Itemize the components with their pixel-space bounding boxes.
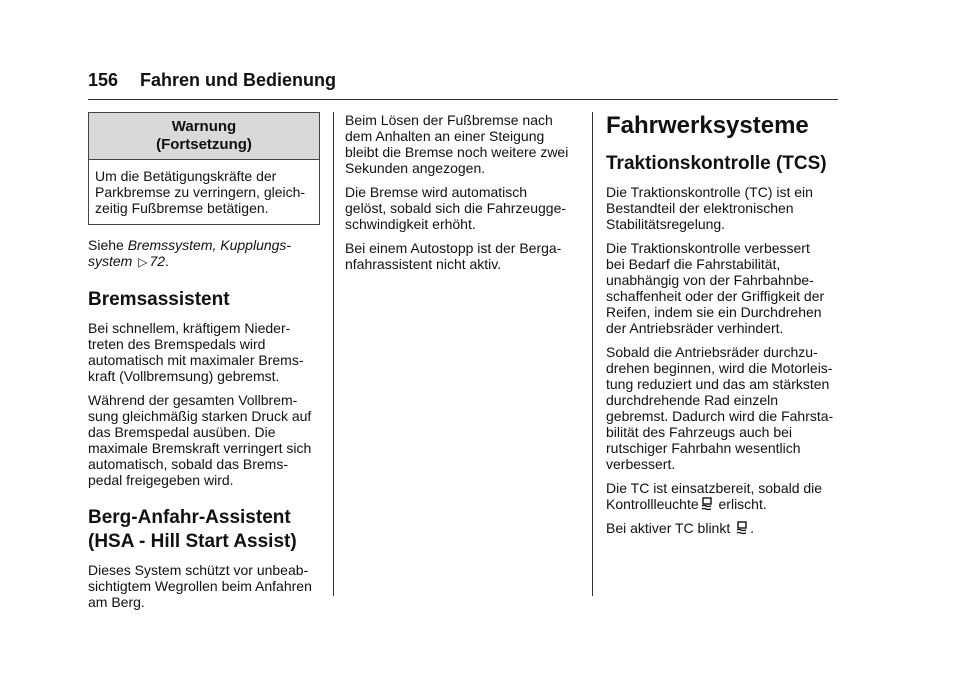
- tc-active-text: Bei aktiver TC blinkt: [606, 520, 731, 536]
- paragraph: Dieses System schützt vor unbeab- sichtigtem Wegrollen beim Anfahren am Berg.: [88, 562, 312, 610]
- see-prefix: Siehe: [88, 237, 128, 253]
- column-3: [606, 112, 842, 544]
- page-header: [88, 70, 336, 91]
- warning-box: [88, 112, 320, 225]
- column-1: [88, 112, 324, 618]
- tc-ready-text: Die TC ist einsatzbereit, sobald die Kontrollleuchte: [606, 480, 823, 512]
- page-arrow-icon: ▷: [138, 255, 148, 269]
- cross-reference: [88, 237, 324, 270]
- section-title: Fahren und Bedienung: [140, 70, 336, 90]
- paragraph: Bei schnellem, kräftigem Nieder- treten des Bremspedals wird automatisch mit maximaler Brems- kraft (Vollbremsung) gebremst.: [88, 320, 304, 384]
- see-suffix: .: [165, 253, 169, 269]
- reference-link[interactable]: Bremssystem, Kupplungs- system: [88, 237, 292, 269]
- warning-title: Warnung: [171, 118, 237, 135]
- warning-header: [89, 113, 319, 159]
- warning-body: Um die Betätigungskräfte der Parkbremse zu verringern, gleich- zeitig Fußbremse betätigen.: [89, 159, 319, 224]
- traction-control-icon: [736, 521, 748, 535]
- column-divider-1: [333, 112, 334, 596]
- header-rule: [88, 99, 838, 100]
- heading-traktionskontrolle: Traktionskontrolle (TCS): [606, 153, 827, 174]
- heading-bremsassistent: Bremsassistent: [88, 289, 230, 310]
- column-divider-2: [592, 112, 593, 596]
- reference-page[interactable]: 72: [149, 253, 166, 269]
- paragraph-tc-active: [606, 520, 842, 536]
- paragraph: Sobald die Antriebsräder durchzu- drehen beginnen, wird die Motorleis- tung reduziert und das am stärksten durchdrehende Rad einzeln gebremst. Dadurch wird die Fahrsta- bilität des Fahrzeugs auch bei rutschiger Fahrbahn wesentlich verbessert.: [606, 344, 834, 472]
- tc-active-suffix: .: [750, 520, 755, 536]
- column-2: [345, 112, 581, 280]
- heading-fahrwerksysteme: Fahrwerksysteme: [606, 112, 809, 139]
- paragraph-tc-ready: [606, 480, 842, 512]
- traction-control-icon: [701, 497, 713, 511]
- heading-hsa: Berg-Anfahr-Assistent (HSA - Hill Start Assist): [88, 507, 297, 552]
- paragraph: Die Bremse wird automatisch gelöst, sobald sich die Fahrzeugge- schwindigkeit erhöht.: [345, 184, 567, 232]
- warning-subtitle: (Fortsetzung): [156, 136, 252, 153]
- paragraph: Bei einem Autostopp ist der Berga- nfahrassistent nicht aktiv.: [345, 240, 562, 272]
- paragraph: Die Traktionskontrolle (TC) ist ein Bestandteil der elektronischen Stabilitätsregelung.: [606, 184, 813, 232]
- page-number: 156: [88, 70, 119, 90]
- paragraph: Während der gesamten Vollbrem- sung gleichmäßig starken Druck auf das Bremspedal ausüben. Die maximale Bremskraft verringert sich automatisch, sobald das Brems- pedal freigegeben wird.: [88, 392, 312, 488]
- paragraph: Beim Lösen der Fußbremse nach dem Anhalten an einer Steigung bleibt die Bremse noch weitere zwei Sekunden angezogen.: [345, 112, 569, 176]
- tc-ready-suffix: erlischt.: [714, 496, 767, 512]
- paragraph: Die Traktionskontrolle verbessert bei Bedarf die Fahrstabilität, unabhängig von der Fahrbahnbe- schaffenheit oder der Griffigkeit der Reifen, indem sie ein Durchdrehen der Antriebsräder verhindert.: [606, 240, 825, 336]
